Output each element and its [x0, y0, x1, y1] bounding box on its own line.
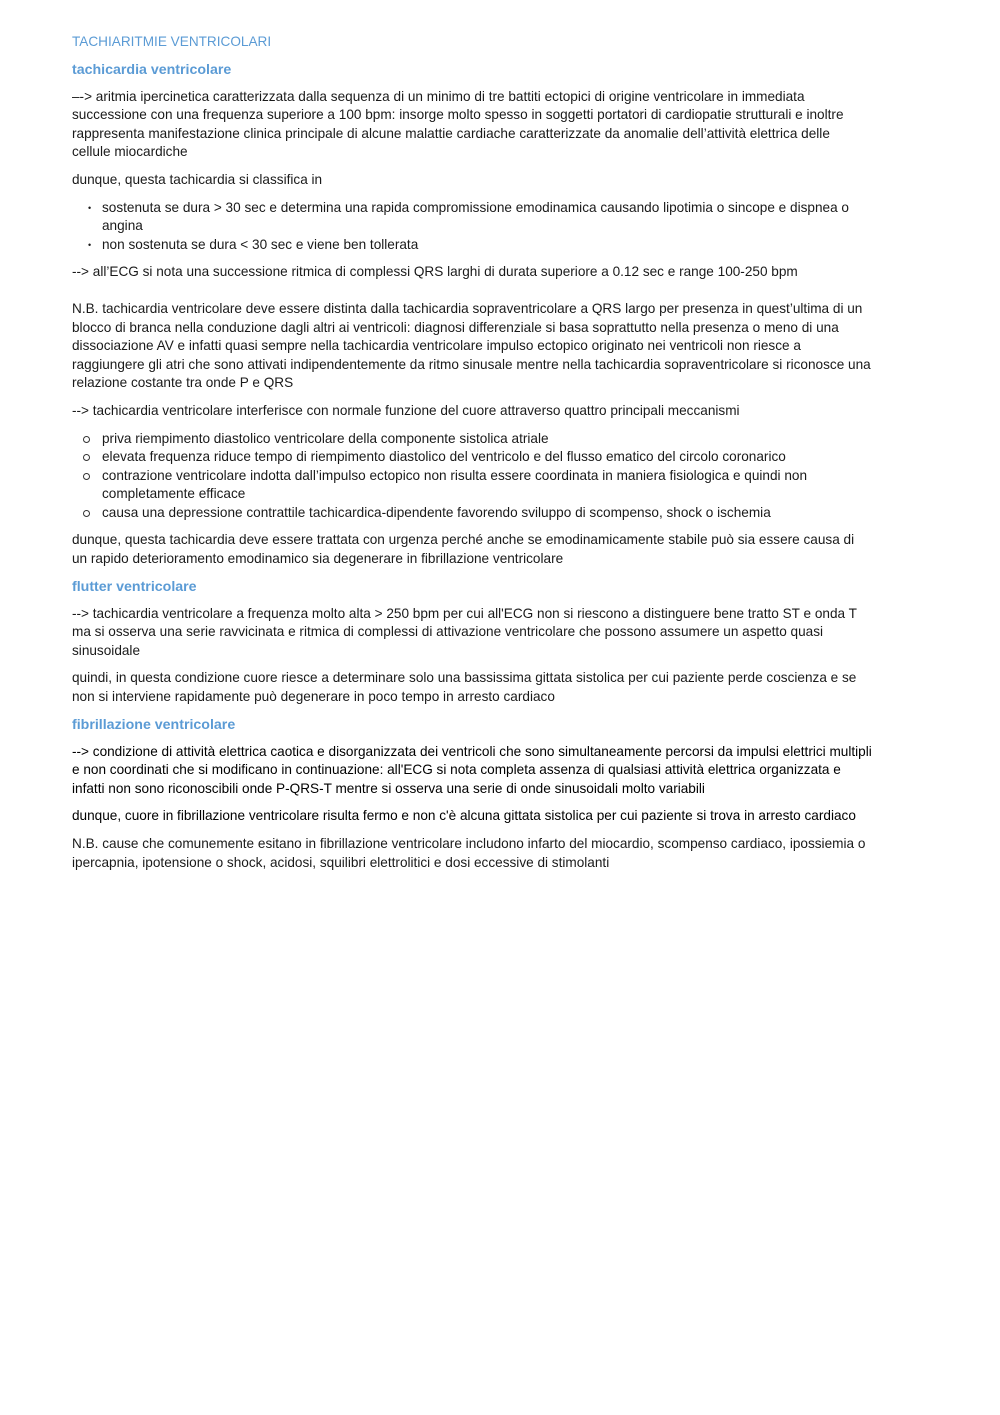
paragraph: quindi, in questa condizione cuore riesce a determinare solo una bassissima gittata sistolica per cui paziente perde coscienza e se non si interviene rapidamente può degenerare in poco tempo in arresto cardiaco [72, 670, 857, 705]
mechanisms-list [72, 430, 872, 523]
paragraph: dunque, questa tachicardia si classifica in [72, 171, 323, 187]
section-heading-fibrillazione: fibrillazione ventricolare [72, 716, 236, 733]
list-item: priva riempimento diastolico ventricolare della componente sistolica atriale [72, 430, 872, 449]
document-page [72, 33, 872, 881]
list-item: • sostenuta se dura > 30 sec e determina una rapida compromissione emodinamica causando lipotimia o sincope e dispnea o angina [72, 199, 872, 236]
paragraph: --> condizione di attività elettrica caotica e disorganizzata dei ventricoli che sono simultaneamente percorsi da impulsi elettrici multipli e non coordinati che si modificano in continuazione: all'ECG si nota completa assenza di qualsiasi attività elettrica organizzata e infatti non sono riconoscibili onde P-QRS-T mentre si osserva una serie di onde sinusoidali molto variabili [72, 743, 872, 796]
paragraph: N.B. tachicardia ventricolare deve essere distinta dalla tachicardia sopraventricolare a QRS largo per presenza in quest’ultima di un blocco di branca nella conduzione dagli altri ai ventricoli: diagnosi differenziale si basa soprattutto nella presenza o meno di una dissociazione AV e infatti quasi sempre nella tachicardia ventricolare impulso ectopico originato nei ventricoli non riesce a raggiungere gli atri che sono attivati indipendentemente da ritmo sinusale mentre nella tachicardia sopraventricolare si riconosce una relazione costante tra onde P e QRS [72, 300, 871, 391]
section-heading-tachicardia: tachicardia ventricolare [72, 61, 232, 78]
paragraph: --> all’ECG si nota una successione ritmica di complessi QRS larghi di durata superiore a 0.12 sec e range 100-250 bpm [72, 264, 798, 280]
list-item: causa una depressione contrattile tachicardica-dipendente favorendo sviluppo di scompenso, shock o ischemia [72, 504, 872, 523]
paragraph: N.B. cause che comunemente esitano in fibrillazione ventricolare includono infarto del miocardio, scompenso cardiaco, ipossiemia o ipercapnia, ipotensione o shock, acidosi, squilibri elettrolitici e dosi eccessive di stimolanti [72, 836, 866, 870]
document-title: TACHIARITMIE VENTRICOLARI [72, 34, 272, 49]
paragraph: --> tachicardia ventricolare interferisce con normale funzione del cuore attraverso quattro principali meccanismi [72, 402, 740, 418]
classification-list [72, 199, 872, 255]
paragraph: dunque, cuore in fibrillazione ventricolare risulta fermo e non c'è alcuna gittata sistolica per cui paziente si trova in arresto cardiaco [72, 808, 856, 824]
paragraph: –-> aritmia ipercinetica caratterizzata dalla sequenza di un minimo di tre battiti ectopici di origine ventricolare in immediata successione con una frequenza superiore a 100 bpm: insorge molto spesso in soggetti portatori di cardiopatie strutturali e inoltre rappresenta manifestazione clinica principale di alcune malattie cardiache caratterizzate da anomalie dell’attività elettrica delle cellule miocardiche [72, 88, 844, 160]
list-item: • non sostenuta se dura < 30 sec e viene ben tollerata [72, 236, 872, 255]
paragraph: --> tachicardia ventricolare a frequenza molto alta > 250 bpm per cui all'ECG non si riescono a distinguere bene tratto ST e onda T ma si osserva una serie ravvicinata e ritmica di complessi di attivazione ventricolare che possono assumere un aspetto quasi sinusoidale [72, 605, 857, 658]
list-item: elevata frequenza riduce tempo di riempimento diastolico del ventricolo e del flusso ematico del circolo coronarico [72, 448, 872, 467]
list-item: contrazione ventricolare indotta dall’impulso ectopico non risulta essere coordinata in maniera fisiologica e quindi non completamente efficace [72, 467, 872, 504]
paragraph: dunque, questa tachicardia deve essere trattata con urgenza perché anche se emodinamicamente stabile può sia essere causa di un rapido deterioramento emodinamico sia degenerare in fibrillazione ventricolare [72, 532, 855, 567]
section-heading-flutter: flutter ventricolare [72, 578, 197, 595]
